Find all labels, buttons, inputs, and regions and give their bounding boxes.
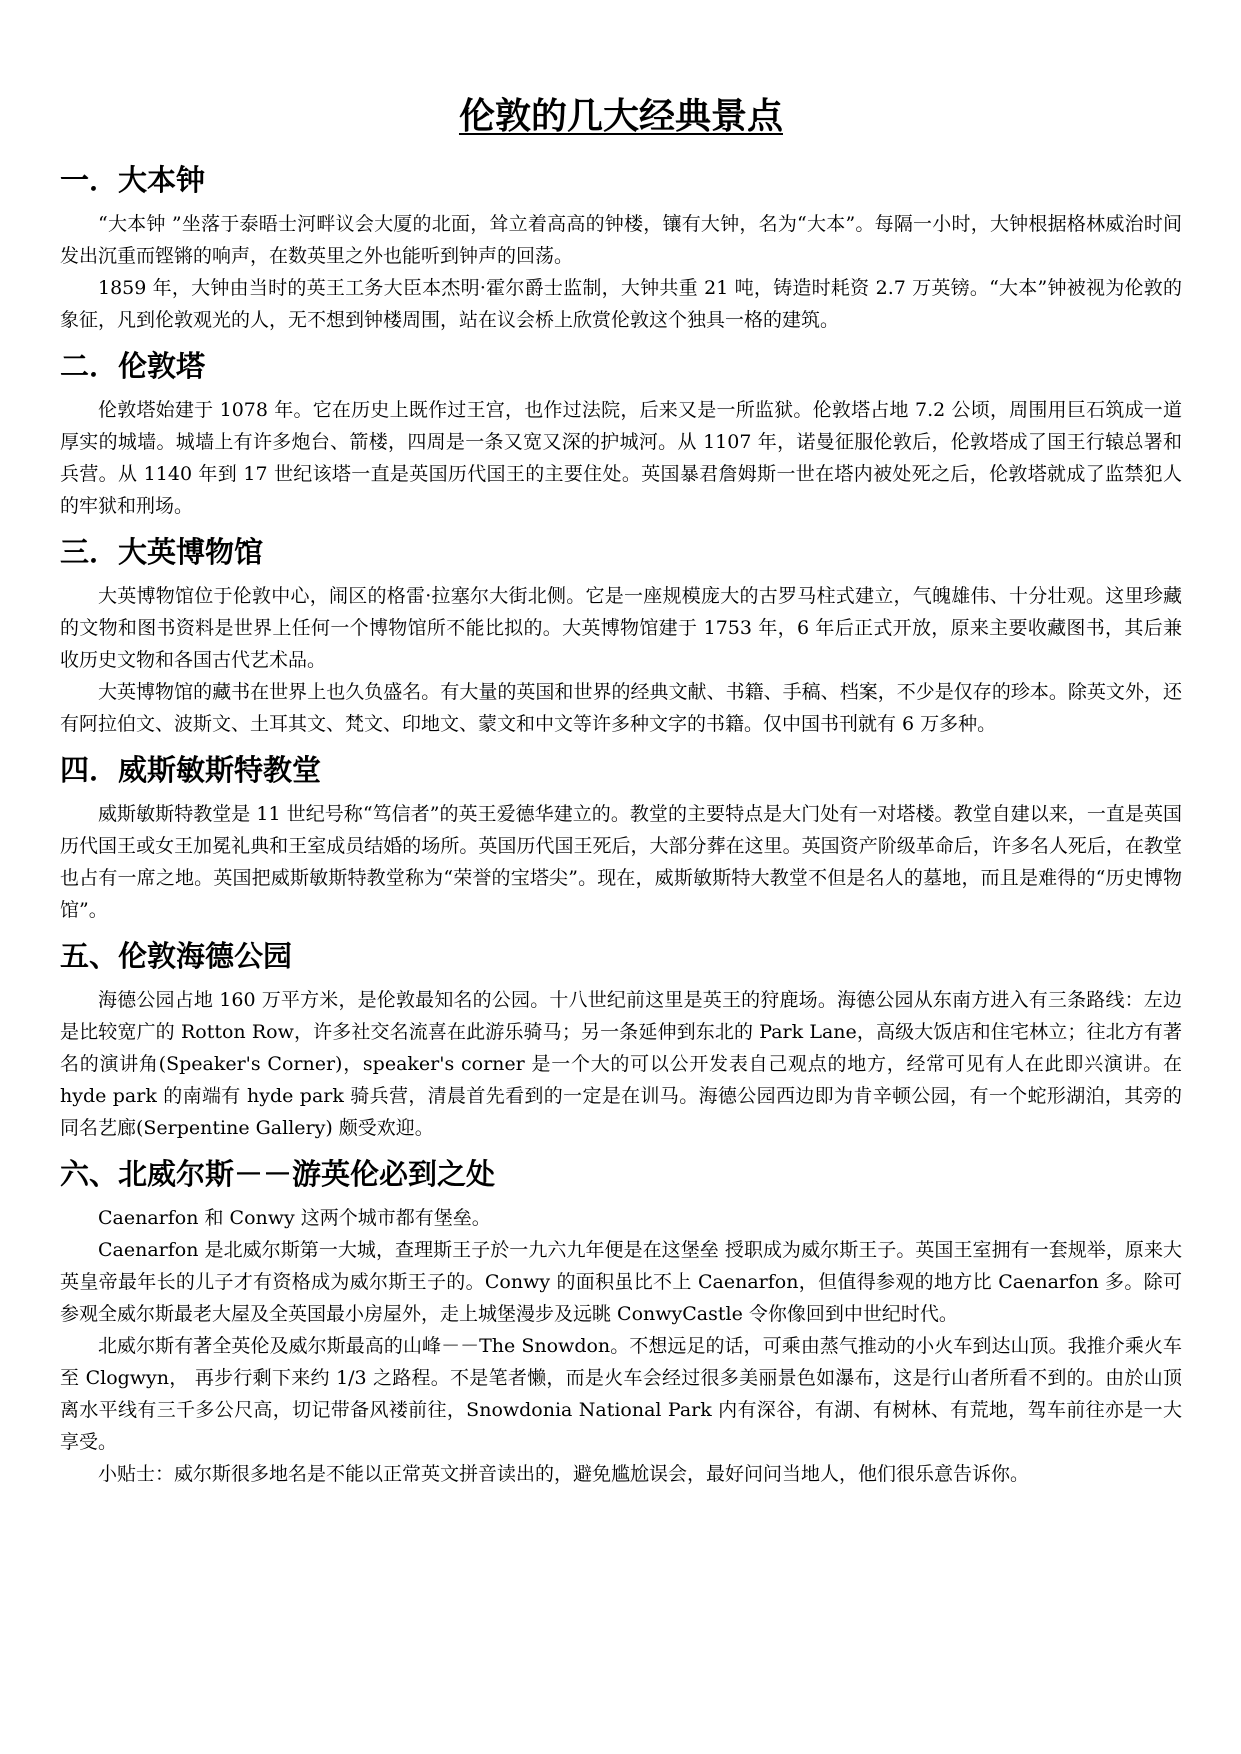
paragraph: 北威尔斯有著全英伦及威尔斯最高的山峰－－The Snowdon。不想远足的话，可乘由蒸气推动的小火车到达山顶。我推介乘火车至 Clogwyn， 再步行剩下来约 1/3 之路程。不是笔者懒，而是火车会经过很多美丽景色如瀑布，这是行山者所看不到的。由於山顶离水平线有三千多公尺高，切记带备风褛前往，Snowdonia National Park 内有深谷，有湖、有树林、有荒地，驾车前往亦是一大享受。 (60, 1335, 1182, 1453)
paragraph: 伦敦塔始建于 1078 年。它在历史上既作过王宫，也作过法院，后来又是一所监狱。伦敦塔占地 7.2 公顷，周围用巨石筑成一道厚实的城墙。城墙上有许多炮台、箭楼，四周是一条又宽又深的护城河。从 1107 年，诺曼征服伦敦后，伦敦塔成了国王行辕总署和兵营。从 1140 年到 17 世纪该塔一直是英国历代国王的主要住处。英国暴君詹姆斯一世在塔内被处死之后，伦敦塔就成了监禁犯人的牢狱和刑场。 (60, 399, 1182, 517)
document-page (60, 92, 1182, 1500)
document-title-text: 伦敦的几大经典景点 (458, 96, 783, 137)
section-north-wales (60, 1154, 1182, 1490)
section-heading: 三．大英博物馆 (60, 535, 264, 569)
document-title (60, 92, 1182, 142)
section-heading: 二．伦敦塔 (60, 349, 206, 383)
section-heading: 六、北威尔斯－－游英伦必到之处 (60, 1157, 496, 1191)
section-hyde-park (60, 936, 1182, 1144)
paragraph: 小贴士：威尔斯很多地名是不能以正常英文拼音读出的，避免尴尬误会，最好问问当地人，他们很乐意告诉你。 (98, 1463, 1030, 1485)
section-heading: 一．大本钟 (60, 163, 206, 197)
paragraph: 大英博物馆的藏书在世界上也久负盛名。有大量的英国和世界的经典文献、书籍、手稿、档案，不少是仅存的珍本。除英文外，还有阿拉伯文、波斯文、土耳其文、梵文、印地文、蒙文和中文等许多种文字的书籍。仅中国书刊就有 6 万多种。 (60, 681, 1182, 735)
paragraph: 威斯敏斯特教堂是 11 世纪号称“笃信者”的英王爱德华建立的。教堂的主要特点是大门处有一对塔楼。教堂自建以来，一直是英国历代国王或女王加冕礼典和王室成员结婚的场所。英国历代国王死后，大部分葬在这里。英国资产阶级革命后，许多名人死后，在教堂也占有一席之地。英国把威斯敏斯特教堂称为“荣誉的宝塔尖”。现在，威斯敏斯特大教堂不但是名人的墓地，而且是难得的“历史博物馆”。 (60, 803, 1182, 921)
section-heading: 五、伦敦海德公园 (60, 939, 293, 973)
section-heading: 四．威斯敏斯特教堂 (60, 753, 322, 787)
section-british-museum (60, 532, 1182, 740)
paragraph: Caenarfon 和 Conwy 这两个城市都有堡垒。 (98, 1207, 491, 1229)
paragraph: Caenarfon 是北威尔斯第一大城，查理斯王子於一九六九年便是在这堡垒 授职成为威尔斯王子。英国王室拥有一套规举，原来大英皇帝最年长的儿子才有资格成为威尔斯王子的。Conwy 的面积虽比不上 Caenarfon，但值得参观的地方比 Caenarfon 多。除可参观全威尔斯最老大屋及全英国最小房屋外，走上城堡漫步及远眺 ConwyCastle 令你像回到中世纪时代。 (60, 1239, 1182, 1325)
paragraph: 1859 年，大钟由当时的英王工务大臣本杰明·霍尔爵士监制，大钟共重 21 吨，铸造时耗资 2.7 万英镑。“大本”钟被视为伦敦的象征，凡到伦敦观光的人，无不想到钟楼周围，站在议会桥上欣赏伦敦这个独具一格的建筑。 (60, 277, 1182, 331)
section-tower-of-london (60, 346, 1182, 522)
paragraph: “大本钟 ”坐落于泰晤士河畔议会大厦的北面，耸立着高高的钟楼，镶有大钟，名为“大本”。每隔一小时，大钟根据格林威治时间发出沉重而铿锵的响声，在数英里之外也能听到钟声的回荡。 (60, 213, 1182, 267)
section-big-ben (60, 160, 1182, 336)
paragraph: 海德公园占地 160 万平方米，是伦敦最知名的公园。十八世纪前这里是英王的狩鹿场。海德公园从东南方进入有三条路线：左边是比较宽广的 Rotton Row，许多社交名流喜在此游乐骑马；另一条延伸到东北的 Park Lane，高级大饭店和住宅林立；往北方有著名的演讲角(Speaker's Corner)，speaker's corner 是一个大的可以公开发表自己观点的地方，经常可见有人在此即兴演讲。在 hyde park 的南端有 hyde park 骑兵营，清晨首先看到的一定是在训马。海德公园西边即为肯辛顿公园，有一个蛇形湖泊，其旁的同名艺廊(Serpentine Gallery) 颇受欢迎。 (60, 989, 1182, 1139)
paragraph: 大英博物馆位于伦敦中心，闹区的格雷·拉塞尔大街北侧。它是一座规模庞大的古罗马柱式建立，气魄雄伟、十分壮观。这里珍藏的文物和图书资料是世界上任何一个博物馆所不能比拟的。大英博物馆建于 1753 年，6 年后正式开放，原来主要收藏图书，其后兼收历史文物和各国古代艺术品。 (60, 585, 1182, 671)
section-westminster-abbey (60, 750, 1182, 926)
